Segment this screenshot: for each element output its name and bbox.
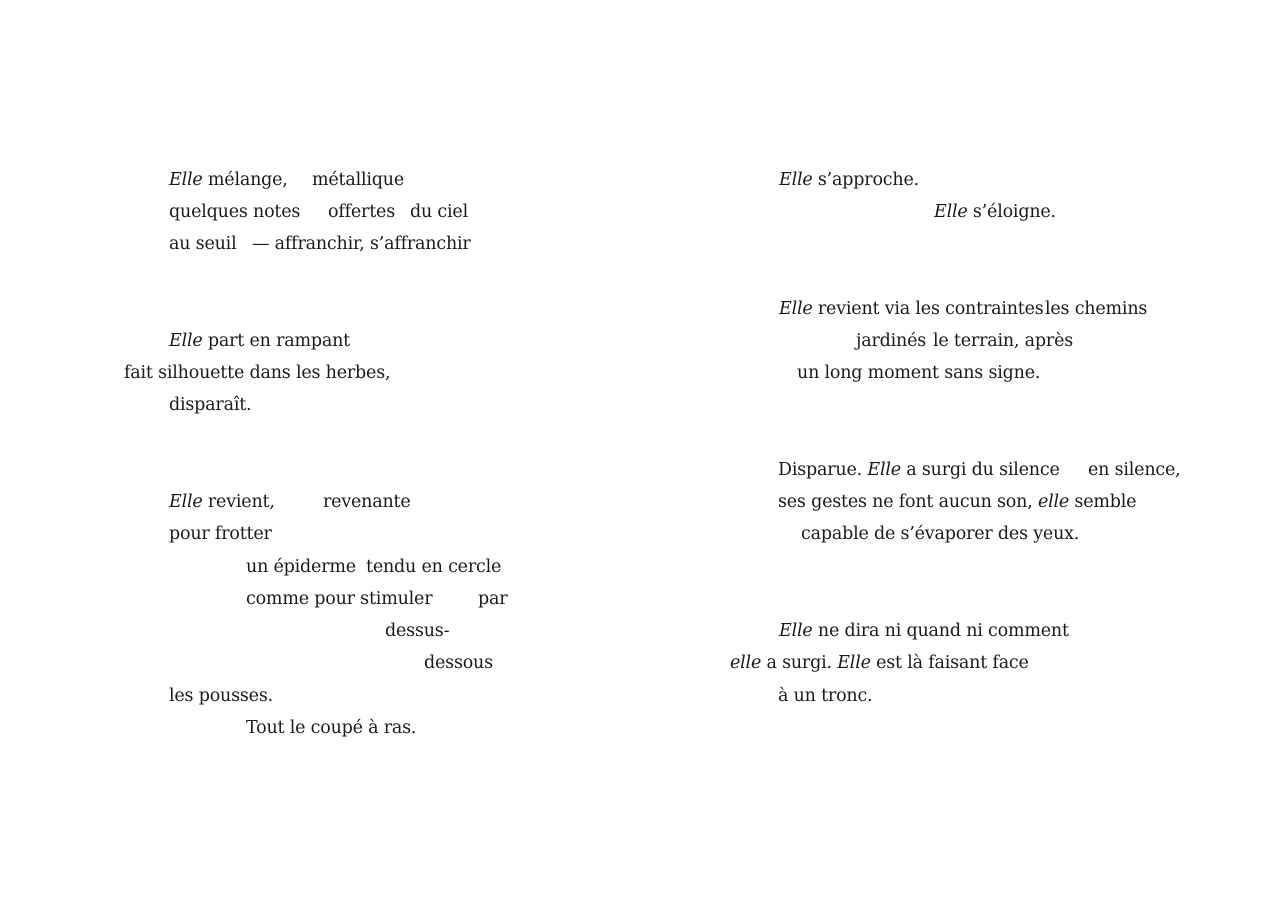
line-segment bbox=[778, 459, 1060, 481]
text-run: revient, bbox=[202, 492, 275, 512]
line-segment bbox=[779, 169, 919, 191]
line-segment bbox=[169, 169, 288, 191]
italic-word: Elle bbox=[169, 492, 203, 512]
italic-word: Elle bbox=[934, 202, 968, 222]
line-segment: — affranchir, s’affranchir bbox=[252, 234, 471, 254]
line-segment: fait silhouette dans les herbes, bbox=[124, 363, 391, 383]
poem-line bbox=[797, 362, 1041, 428]
text-run: ses gestes ne font aucun son, bbox=[778, 492, 1038, 512]
line-segment: au seuil bbox=[169, 234, 237, 254]
poem-line bbox=[801, 523, 1080, 589]
line-segment bbox=[730, 652, 1029, 674]
poem-line bbox=[778, 685, 873, 751]
text-run: a surgi du silence bbox=[900, 460, 1060, 480]
text-run: semble bbox=[1069, 492, 1137, 512]
poem-line bbox=[424, 652, 493, 718]
poem-line bbox=[246, 717, 417, 783]
line-segment: capable de s’évaporer des yeux. bbox=[801, 524, 1080, 544]
line-segment: tendu en cercle bbox=[366, 557, 502, 577]
text-run: Disparue. bbox=[778, 460, 868, 480]
poem-line bbox=[779, 169, 919, 235]
line-segment bbox=[169, 491, 275, 513]
line-segment: un épiderme bbox=[246, 557, 356, 577]
line-segment: à un tronc. bbox=[778, 686, 873, 706]
italic-word: Elle bbox=[779, 299, 813, 319]
text-run: s’éloigne. bbox=[967, 202, 1056, 222]
line-segment: un long moment sans signe. bbox=[797, 363, 1041, 383]
line-segment: offertes bbox=[328, 202, 395, 222]
italic-word: Elle bbox=[867, 460, 901, 480]
line-segment: jardinés bbox=[856, 331, 927, 351]
italic-word: Elle bbox=[779, 170, 813, 190]
text-run: revient via les contraintes bbox=[812, 299, 1044, 319]
text-run: est là faisant face bbox=[870, 653, 1029, 673]
italic-word: elle bbox=[1037, 492, 1070, 512]
line-segment bbox=[934, 201, 1056, 223]
poem-line bbox=[169, 685, 273, 751]
line-segment: dessous bbox=[424, 653, 493, 673]
text-run: mélange, bbox=[202, 170, 288, 190]
italic-word: Elle bbox=[169, 331, 203, 351]
italic-word: Elle bbox=[169, 170, 203, 190]
poem-line bbox=[934, 201, 1056, 267]
line-segment: quelques notes bbox=[169, 202, 301, 222]
line-segment: Tout le coupé à ras. bbox=[246, 718, 417, 738]
line-segment: les pousses. bbox=[169, 686, 273, 706]
text-run: part en rampant bbox=[202, 331, 351, 351]
line-segment: métallique bbox=[312, 170, 405, 190]
line-segment: le terrain, après bbox=[933, 331, 1074, 351]
line-segment: disparaît. bbox=[169, 395, 252, 415]
poem-line bbox=[169, 523, 272, 589]
line-segment: les chemins bbox=[1045, 299, 1148, 319]
line-segment bbox=[169, 330, 350, 352]
line-segment: revenante bbox=[323, 492, 411, 512]
line-segment: du ciel bbox=[410, 202, 468, 222]
line-segment: pour frotter bbox=[169, 524, 272, 544]
italic-word: Elle bbox=[837, 653, 871, 673]
line-segment: en silence, bbox=[1088, 460, 1181, 480]
line-segment: dessus- bbox=[385, 621, 450, 641]
line-segment bbox=[779, 620, 1069, 642]
line-segment bbox=[778, 491, 1136, 513]
text-run: ne dira ni quand ni comment bbox=[812, 621, 1069, 641]
line-segment: comme pour stimuler bbox=[246, 589, 433, 609]
line-segment: par bbox=[478, 589, 508, 609]
line-segment bbox=[779, 298, 1044, 320]
poem-line bbox=[169, 394, 252, 460]
text-run: a surgi. bbox=[761, 653, 838, 673]
poem-line bbox=[385, 620, 450, 686]
text-run: s’approche. bbox=[812, 170, 919, 190]
poem-line bbox=[169, 233, 471, 321]
italic-word: Elle bbox=[779, 621, 813, 641]
italic-word: elle bbox=[730, 653, 762, 673]
